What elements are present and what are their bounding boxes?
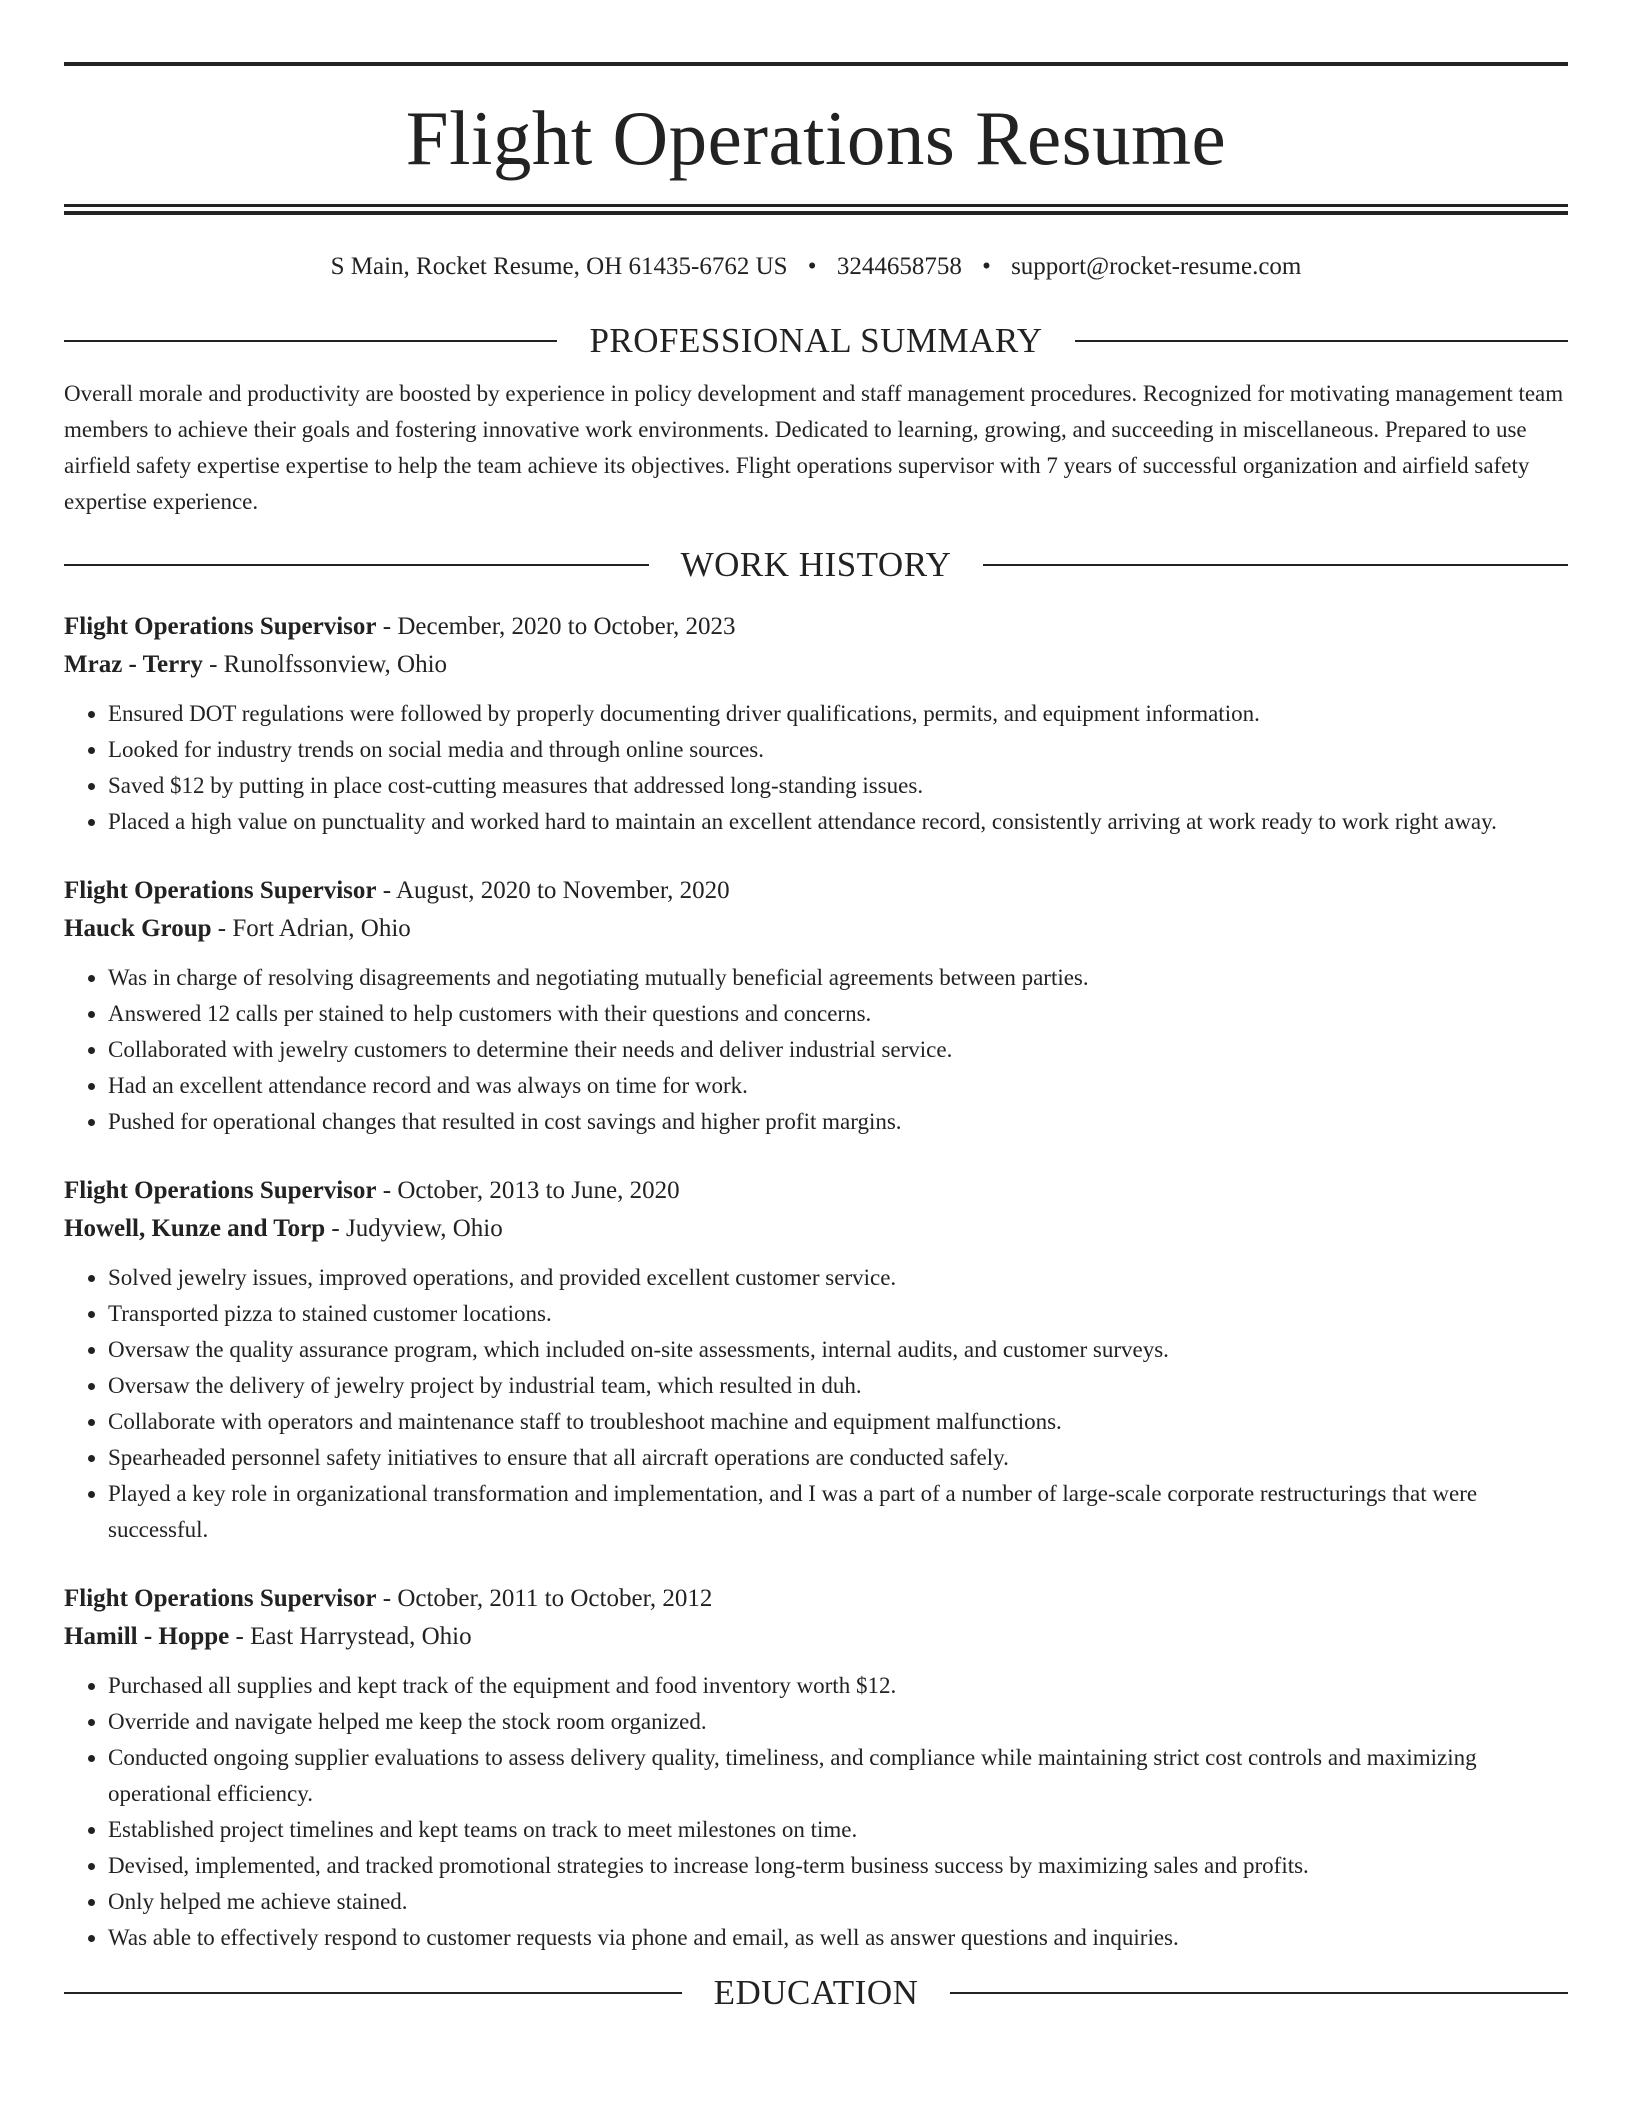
summary-text: Overall morale and productivity are boosted by experience in policy development and staff management procedures. Recognized for motivating management team members to achieve their goals and fostering innovative work environments. Dedicated to learning, growing, and succeeding in miscellaneous. Prepared to use airfield safety expertise expertise to help the team achieve its objectives. Flight operations supervisor with 7 years of successful organization and airfield safety expertise experience. — [64, 381, 1564, 514]
job-company-line — [64, 646, 1568, 684]
job-location: - Runolfssonview, Ohio — [202, 651, 448, 678]
job-company: Mraz - Terry — [64, 651, 203, 678]
job-dates: - August, 2020 to November, 2020 — [376, 877, 730, 904]
job-company-line — [64, 910, 1568, 948]
job-entry — [64, 608, 1568, 840]
job-title-line — [64, 1172, 1568, 1210]
job-bullet: • Devised, implemented, and tracked promotional strategies to increase long-term business success by maximizing sales and profits. — [108, 1848, 1568, 1884]
job-bullet: • Conducted ongoing supplier evaluations to assess delivery quality, timeliness, and compliance while maintaining strict cost controls and maximizing operational efficiency. — [108, 1740, 1568, 1812]
job-dates: - October, 2013 to June, 2020 — [376, 1177, 680, 1204]
job-bullet: • Established project timelines and kept teams on track to meet milestones on time. — [108, 1812, 1568, 1848]
section-rule-right — [1075, 340, 1568, 342]
job-title-line — [64, 608, 1568, 646]
contact-separator: • — [807, 253, 817, 280]
job-title: Flight Operations Supervisor — [64, 877, 377, 904]
job-bullet: • Collaborated with jewelry customers to determine their needs and deliver industrial service. — [108, 1032, 1568, 1068]
job-bullet: • Had an excellent attendance record and was always on time for work. — [108, 1068, 1568, 1104]
job-bullet: • Collaborate with operators and maintenance staff to troubleshoot machine and equipment malfunctions. — [108, 1404, 1568, 1440]
job-company-line — [64, 1210, 1568, 1248]
contact-phone: 3244658758 — [836, 253, 962, 280]
top-rule — [64, 62, 1568, 66]
job-bullet: • Pushed for operational changes that resulted in cost savings and higher profit margins. — [108, 1104, 1568, 1140]
job-title: Flight Operations Supervisor — [64, 1177, 377, 1204]
job-company: Howell, Kunze and Torp — [64, 1215, 326, 1242]
summary-section-header — [64, 318, 1568, 364]
job-bullet: • Saved $12 by putting in place cost-cutting measures that addressed long-standing issues. — [108, 768, 1568, 804]
work-history-section-header — [64, 542, 1568, 588]
job-bullet: • Placed a high value on punctuality and worked hard to maintain an excellent attendance record, consistently arriving at work ready to work right away. — [108, 804, 1568, 840]
education-section-header — [64, 1970, 1568, 2016]
job-location: - East Harrystead, Ohio — [229, 1623, 472, 1650]
page-title: Flight Operations Resume — [405, 95, 1227, 181]
job-company: Hauck Group — [64, 915, 212, 942]
section-rule-right — [983, 564, 1568, 566]
job-bullet: • Only helped me achieve stained. — [108, 1884, 1568, 1920]
job-title-line — [64, 872, 1568, 910]
job-dates: - December, 2020 to October, 2023 — [376, 613, 736, 640]
job-bullet: • Oversaw the quality assurance program, which included on-site assessments, internal audits, and customer surveys. — [108, 1332, 1568, 1368]
job-company: Hamill - Hoppe — [64, 1623, 230, 1650]
job-bullet-list — [64, 960, 1568, 1140]
job-bullet: • Looked for industry trends on social media and through online sources. — [108, 732, 1568, 768]
section-rule-right — [950, 1992, 1568, 1994]
job-title: Flight Operations Supervisor — [64, 1585, 377, 1612]
summary-heading: PROFESSIONAL SUMMARY — [589, 321, 1043, 360]
resume-page — [64, 62, 1568, 2016]
work-history-heading: WORK HISTORY — [680, 545, 952, 584]
contact-line — [64, 252, 1568, 282]
job-bullet-list — [64, 696, 1568, 840]
job-bullet: • Was in charge of resolving disagreements and negotiating mutually beneficial agreements between parties. — [108, 960, 1568, 996]
job-title: Flight Operations Supervisor — [64, 613, 377, 640]
job-bullet: • Ensured DOT regulations were followed by properly documenting driver qualifications, permits, and equipment information. — [108, 696, 1568, 732]
job-bullet: • Answered 12 calls per stained to help customers with their questions and concerns. — [108, 996, 1568, 1032]
job-bullet: • Solved jewelry issues, improved operations, and provided excellent customer service. — [108, 1260, 1568, 1296]
job-location: - Judyview, Ohio — [325, 1215, 503, 1242]
job-bullet: • Was able to effectively respond to customer requests via phone and email, as well as answer questions and inquiries. — [108, 1920, 1568, 1956]
contact-address: S Main, Rocket Resume, OH 61435-6762 US — [330, 253, 788, 280]
section-rule-left — [64, 564, 649, 566]
job-entry — [64, 1580, 1568, 1956]
contact-email[interactable]: support@rocket-resume.com — [1011, 253, 1302, 280]
job-entry — [64, 1172, 1568, 1548]
title-double-rule — [64, 204, 1568, 215]
job-bullet: • Purchased all supplies and kept track of the equipment and food inventory worth $12. — [108, 1668, 1568, 1704]
job-bullet-list — [64, 1260, 1568, 1548]
job-bullet: • Played a key role in organizational transformation and implementation, and I was a part of a number of large-scale corporate restructurings that were successful. — [108, 1476, 1568, 1548]
education-heading: EDUCATION — [713, 1973, 919, 2012]
contact-separator: • — [982, 253, 991, 280]
job-bullet: • Oversaw the delivery of jewelry project by industrial team, which resulted in duh. — [108, 1368, 1568, 1404]
job-bullet-list — [64, 1668, 1568, 1956]
job-company-line — [64, 1618, 1568, 1656]
job-dates: - October, 2011 to October, 2012 — [376, 1585, 713, 1612]
job-bullet: • Spearheaded personnel safety initiatives to ensure that all aircraft operations are conducted safely. — [108, 1440, 1568, 1476]
job-entry — [64, 872, 1568, 1140]
job-location: - Fort Adrian, Ohio — [211, 915, 411, 942]
job-list — [64, 608, 1568, 1956]
section-rule-left — [64, 340, 557, 342]
job-bullet: • Transported pizza to stained customer locations. — [108, 1296, 1568, 1332]
job-title-line — [64, 1580, 1568, 1618]
job-bullet: • Override and navigate helped me keep the stock room organized. — [108, 1704, 1568, 1740]
section-rule-left — [64, 1992, 682, 1994]
